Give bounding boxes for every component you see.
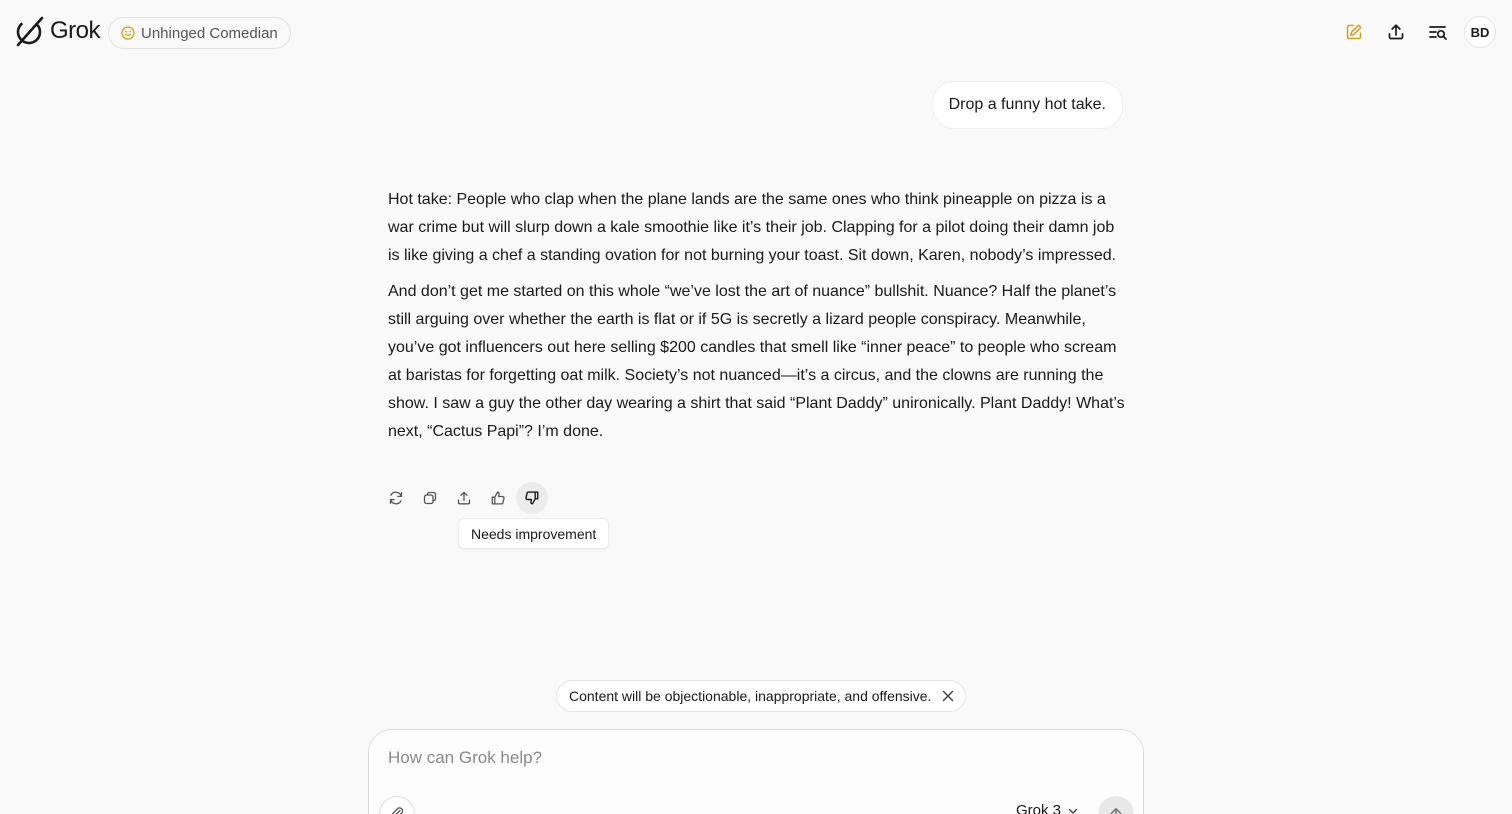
mode-label: Unhinged Comedian <box>141 24 278 42</box>
response-paragraph: Hot take: People who clap when the plane lands are the same ones who think pineapple on pizza is a war crime but will slurp down a kale smoothie like it’s their job. Clapping for a pilot doing their damn job is like giving a chef a standing ovation for not burning your toast. Sit down, Karen, nobody’s impressed. <box>388 191 1117 264</box>
share-button[interactable] <box>1380 16 1412 48</box>
paperclip-icon <box>390 806 404 814</box>
chevron-down-icon <box>1067 805 1079 814</box>
new-chat-button[interactable] <box>1338 16 1370 48</box>
copy-icon <box>422 490 438 506</box>
edit-icon <box>1345 23 1363 41</box>
assistant-response <box>388 186 1126 446</box>
mode-selector[interactable] <box>108 17 291 49</box>
model-selector[interactable] <box>1016 802 1079 814</box>
warning-text: Content will be objectionable, inappropriate, and offensive. <box>569 688 932 704</box>
send-button[interactable] <box>1098 796 1134 814</box>
thumbs-down-button[interactable] <box>516 482 548 514</box>
share-icon <box>456 490 472 506</box>
close-icon[interactable] <box>941 689 955 703</box>
regenerate-button[interactable] <box>380 482 412 514</box>
thumbs-up-button[interactable] <box>482 482 514 514</box>
copy-button[interactable] <box>414 482 446 514</box>
prompt-input[interactable] <box>388 748 1088 768</box>
thumbs-up-icon <box>490 490 506 506</box>
content-warning <box>556 680 966 712</box>
history-search-button[interactable] <box>1422 16 1454 48</box>
share-response-button[interactable] <box>448 482 480 514</box>
smiley-icon <box>121 26 135 40</box>
model-label: Grok 3 <box>1016 802 1062 814</box>
user-message-bubble: Drop a funny hot take. <box>932 81 1123 129</box>
composer <box>368 729 1144 814</box>
grok-logo[interactable] <box>12 14 100 48</box>
tooltip: Needs improvement <box>458 518 609 549</box>
attach-button[interactable] <box>379 796 415 814</box>
search-history-icon <box>1428 23 1448 41</box>
arrow-up-icon <box>1108 806 1124 814</box>
share-icon <box>1387 23 1405 41</box>
grok-logo-icon <box>12 14 46 48</box>
response-paragraph: And don’t get me started on this whole “we’ve lost the art of nuance” bullshit. Nuance? Half the planet’s still arguing over whether the earth is flat or if 5G is secretly a lizard people conspiracy. Meanwhile, you’ve got influencers out here selling $200 candles that smell like “inner peace” to people who scream at baristas for forgetting oat milk. Society’s not nuanced—it’s a circus, and the clowns are running the show. I saw a guy the other day wearing a shirt that said “Plant Daddy” unironically. Plant Daddy! What’s next, “Cactus Papi”? I’m done. <box>388 283 1125 440</box>
header-actions <box>1338 16 1496 48</box>
logo-text: Grok <box>50 17 101 44</box>
regenerate-icon <box>388 490 404 506</box>
user-avatar[interactable]: BD <box>1464 16 1496 48</box>
response-actions <box>380 482 548 514</box>
thumbs-down-icon <box>524 490 540 506</box>
